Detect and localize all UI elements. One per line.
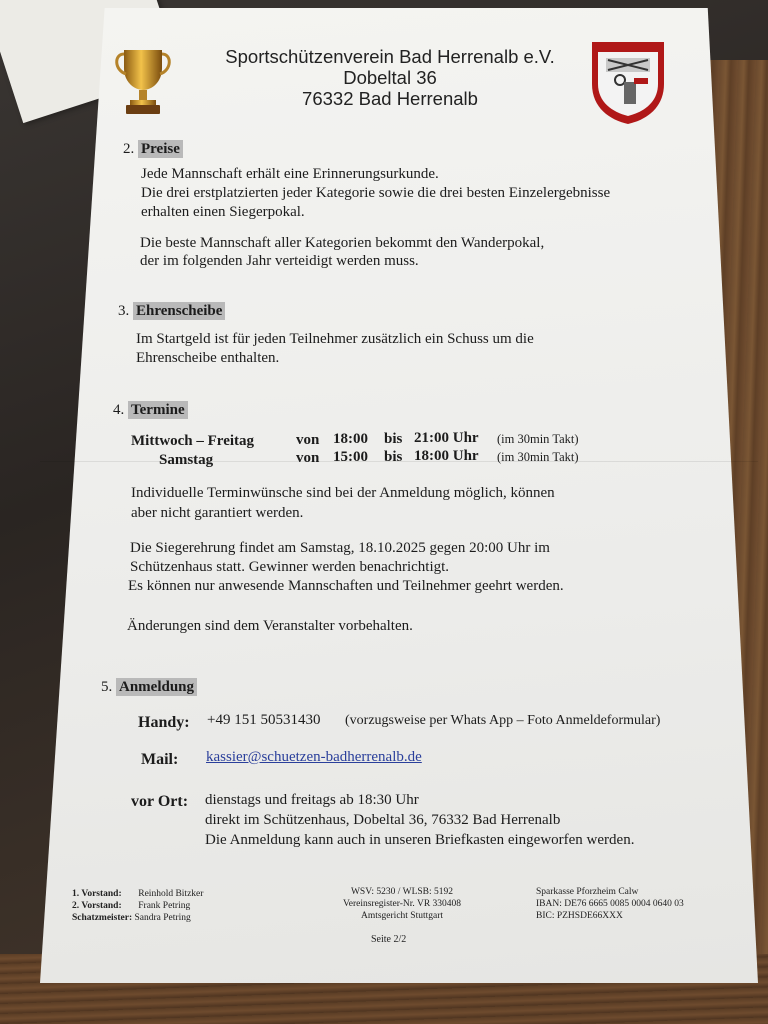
section-title: Termine	[128, 401, 188, 419]
trophy-icon	[114, 46, 172, 118]
text-line: Es können nur anwesende Mannschaften und Teilnehmer geehrt werden.	[128, 578, 564, 594]
text-line: Die Anmeldung kann auch in unseren Briefkasten eingeworfen werden.	[205, 832, 635, 848]
schedule-bis: bis	[384, 431, 403, 447]
text-line: Die beste Mannschaft aller Kategorien bekommt den Wanderpokal,	[140, 235, 545, 251]
text-line: Die Siegerehrung findet am Samstag, 18.10.2025 gegen 20:00 Uhr im	[130, 540, 550, 556]
club-city: 76332 Bad Herrenalb	[302, 88, 478, 109]
schedule-days: Samstag	[159, 452, 214, 468]
handy-number: +49 151 50531430	[207, 712, 321, 728]
schedule-note: (im 30min Takt)	[497, 432, 579, 446]
schedule-to: 21:00 Uhr	[414, 430, 479, 446]
footer-registry: WSV: 5230 / WLSB: 5192 Vereinsregister-Nr. VR 330408 Amtsgericht Stuttgart	[342, 887, 462, 921]
club-street: Dobeltal 36	[343, 67, 437, 88]
mail-link[interactable]: kassier@schuetzen-badherrenalb.de	[206, 749, 422, 765]
section-preise-heading: 2. Preise	[123, 141, 183, 158]
club-name: Sportschützenverein Bad Herrenalb e.V.	[225, 46, 555, 67]
section-ehrenscheibe-heading: 3. Ehrenscheibe	[118, 303, 225, 320]
section-title: Preise	[138, 140, 183, 158]
text-line: Individuelle Terminwünsche sind bei der Anmeldung möglich, können	[131, 485, 555, 501]
text-line: erhalten einen Siegerpokal.	[141, 204, 305, 220]
schedule-from: 18:00	[333, 431, 368, 447]
club-crest-logo	[588, 38, 668, 126]
text-line: Die drei erstplatzierten jeder Kategorie sowie die drei besten Einzelergebnisse	[141, 185, 611, 201]
vor-ort-label: vor Ort:	[131, 793, 189, 810]
schedule-days: Mittwoch – Freitag	[131, 433, 255, 449]
text-line: Jede Mannschaft erhält eine Erinnerungsurkunde.	[141, 166, 439, 182]
text-line: Änderungen sind dem Veranstalter vorbehalten.	[127, 618, 413, 634]
footer-board: 1. Vorstand: Reinhold Bitzker 2. Vorstand: Frank Petring Schatzmeister: Sandra Petring	[72, 889, 204, 923]
text-line: Im Startgeld ist für jeden Teilnehmer zusätzlich ein Schuss um die	[136, 331, 534, 347]
section-termine-heading: 4. Termine	[113, 402, 188, 419]
schedule-to: 18:00 Uhr	[414, 448, 479, 464]
club-letterhead	[210, 46, 570, 109]
schedule-bis: bis	[384, 449, 403, 465]
handy-note: (vorzugsweise per Whats App – Foto Anmeldeformular)	[345, 713, 661, 728]
text-line: aber nicht garantiert werden.	[131, 505, 304, 521]
schedule-von: von	[296, 432, 320, 448]
schedule-note: (im 30min Takt)	[497, 450, 579, 464]
section-title: Ehrenscheibe	[133, 302, 225, 320]
footer-bank: Sparkasse Pforzheim Calw IBAN: DE76 6665 0085 0004 0640 03 BIC: PZHSDE66XXX	[536, 887, 684, 921]
mail-label: Mail:	[141, 751, 179, 768]
text-line: Ehrenscheibe enthalten.	[136, 350, 280, 366]
text-line: Schützenhaus statt. Gewinner werden benachrichtigt.	[130, 559, 450, 575]
text-line: der im folgenden Jahr verteidigt werden muss.	[140, 253, 419, 269]
text-line: direkt im Schützenhaus, Dobeltal 36, 76332 Bad Herrenalb	[205, 812, 561, 828]
page-number: Seite 2/2	[371, 934, 407, 945]
section-title: Anmeldung	[116, 678, 197, 696]
handy-label: Handy:	[138, 714, 190, 731]
section-anmeldung-heading: 5. Anmeldung	[101, 679, 197, 696]
schedule-from: 15:00	[333, 449, 368, 465]
schedule-von: von	[296, 450, 320, 466]
text-line: dienstags und freitags ab 18:30 Uhr	[205, 792, 419, 808]
